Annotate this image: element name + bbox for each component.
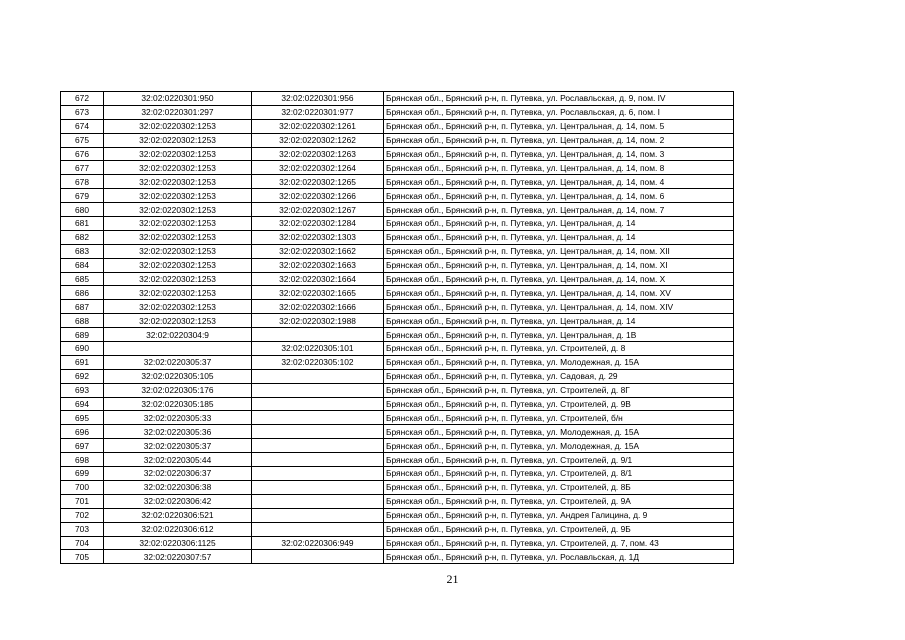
parcel-number-cell: 32:02:0220306:38 (104, 480, 252, 494)
table-row (61, 314, 734, 328)
parcel-number-cell: 32:02:0220305:176 (104, 383, 252, 397)
row-number-cell: 703 (61, 522, 104, 536)
address-cell: Брянская обл., Брянский р-н, п. Путевка, ул. Центральная, д. 14, пом. X (384, 272, 734, 286)
address-cell: Брянская обл., Брянский р-н, п. Путевка, ул. Молодежная, д. 15А (384, 425, 734, 439)
row-number-cell: 693 (61, 383, 104, 397)
row-number-cell: 682 (61, 230, 104, 244)
address-cell: Брянская обл., Брянский р-н, п. Путевка, ул. Центральная, д. 14, пом. XIV (384, 300, 734, 314)
object-number-cell (252, 411, 384, 425)
table-row (61, 369, 734, 383)
parcel-number-cell: 32:02:0220302:1253 (104, 286, 252, 300)
object-number-cell: 32:02:0220302:1265 (252, 175, 384, 189)
parcel-number-cell: 32:02:0220302:1253 (104, 272, 252, 286)
table-row (61, 119, 734, 133)
address-cell: Брянская обл., Брянский р-н, п. Путевка, ул. Центральная, д. 14, пом. 4 (384, 175, 734, 189)
object-number-cell: 32:02:0220301:977 (252, 105, 384, 119)
parcel-number-cell: 32:02:0220302:1253 (104, 133, 252, 147)
parcel-number-cell: 32:02:0220302:1253 (104, 244, 252, 258)
address-cell: Брянская обл., Брянский р-н, п. Путевка, ул. Рославльская, д. 1Д (384, 550, 734, 564)
table-row (61, 439, 734, 453)
parcel-number-cell: 32:02:0220302:1253 (104, 258, 252, 272)
address-cell: Брянская обл., Брянский р-н, п. Путевка, ул. Центральная, д. 14, пом. 2 (384, 133, 734, 147)
address-cell: Брянская обл., Брянский р-н, п. Путевка, ул. Центральная, д. 14 (384, 217, 734, 231)
table-row (61, 328, 734, 342)
object-number-cell: 32:02:0220305:102 (252, 355, 384, 369)
object-number-cell: 32:02:0220301:956 (252, 92, 384, 106)
address-cell: Брянская обл., Брянский р-н, п. Путевка, ул. Молодежная, д. 15А (384, 355, 734, 369)
parcel-number-cell: 32:02:0220306:1125 (104, 536, 252, 550)
parcel-number-cell: 32:02:0220305:185 (104, 397, 252, 411)
address-cell: Брянская обл., Брянский р-н, п. Путевка, ул. Центральная, д. 14, пом. 3 (384, 147, 734, 161)
parcel-number-cell: 32:02:0220305:36 (104, 425, 252, 439)
address-cell: Брянская обл., Брянский р-н, п. Путевка, ул. Центральная, д. 14 (384, 230, 734, 244)
table-row (61, 203, 734, 217)
object-number-cell (252, 439, 384, 453)
table-row (61, 105, 734, 119)
parcel-number-cell: 32:02:0220306:37 (104, 467, 252, 481)
row-number-cell: 681 (61, 217, 104, 231)
address-cell: Брянская обл., Брянский р-н, п. Путевка, ул. Строителей, д. 9/1 (384, 453, 734, 467)
table-row (61, 217, 734, 231)
object-number-cell: 32:02:0220302:1303 (252, 230, 384, 244)
object-number-cell: 32:02:0220302:1264 (252, 161, 384, 175)
parcel-number-cell: 32:02:0220307:57 (104, 550, 252, 564)
object-number-cell (252, 328, 384, 342)
object-number-cell (252, 383, 384, 397)
parcel-number-cell: 32:02:0220304:9 (104, 328, 252, 342)
row-number-cell: 686 (61, 286, 104, 300)
table-row (61, 175, 734, 189)
object-number-cell: 32:02:0220302:1266 (252, 189, 384, 203)
table-row (61, 300, 734, 314)
object-number-cell (252, 522, 384, 536)
row-number-cell: 678 (61, 175, 104, 189)
address-cell: Брянская обл., Брянский р-н, п. Путевка, ул. Рославльская, д. 6, пом. I (384, 105, 734, 119)
parcel-number-cell: 32:02:0220306:521 (104, 508, 252, 522)
table-row (61, 286, 734, 300)
parcel-number-cell: 32:02:0220305:33 (104, 411, 252, 425)
table-row (61, 161, 734, 175)
object-number-cell (252, 369, 384, 383)
table-row (61, 453, 734, 467)
row-number-cell: 701 (61, 494, 104, 508)
table-row (61, 244, 734, 258)
row-number-cell: 700 (61, 480, 104, 494)
address-cell: Брянская обл., Брянский р-н, п. Путевка, ул. Центральная, д. 14, пом. XII (384, 244, 734, 258)
row-number-cell: 699 (61, 467, 104, 481)
row-number-cell: 692 (61, 369, 104, 383)
table-row (61, 467, 734, 481)
table-body (61, 92, 734, 564)
parcel-number-cell: 32:02:0220302:1253 (104, 189, 252, 203)
object-number-cell (252, 397, 384, 411)
table-row (61, 508, 734, 522)
parcel-number-cell: 32:02:0220302:1253 (104, 217, 252, 231)
row-number-cell: 705 (61, 550, 104, 564)
table-row (61, 522, 734, 536)
table-row (61, 147, 734, 161)
row-number-cell: 694 (61, 397, 104, 411)
row-number-cell: 696 (61, 425, 104, 439)
parcel-number-cell: 32:02:0220302:1253 (104, 175, 252, 189)
row-number-cell: 704 (61, 536, 104, 550)
row-number-cell: 690 (61, 342, 104, 356)
table-row (61, 342, 734, 356)
address-cell: Брянская обл., Брянский р-н, п. Путевка, ул. Центральная, д. 14, пом. XV (384, 286, 734, 300)
row-number-cell: 687 (61, 300, 104, 314)
table-row (61, 355, 734, 369)
row-number-cell: 679 (61, 189, 104, 203)
table-row (61, 133, 734, 147)
parcel-number-cell: 32:02:0220302:1253 (104, 161, 252, 175)
address-cell: Брянская обл., Брянский р-н, п. Путевка, ул. Строителей, д. 8/1 (384, 467, 734, 481)
row-number-cell: 689 (61, 328, 104, 342)
address-cell: Брянская обл., Брянский р-н, п. Путевка, ул. Рославльская, д. 9, пом. IV (384, 92, 734, 106)
table-row (61, 230, 734, 244)
object-number-cell (252, 550, 384, 564)
row-number-cell: 685 (61, 272, 104, 286)
parcel-number-cell: 32:02:0220301:297 (104, 105, 252, 119)
table-row (61, 550, 734, 564)
table-row (61, 411, 734, 425)
address-cell: Брянская обл., Брянский р-н, п. Путевка, ул. Строителей, д. 8Б (384, 480, 734, 494)
row-number-cell: 677 (61, 161, 104, 175)
object-number-cell: 32:02:0220302:1988 (252, 314, 384, 328)
parcel-number-cell: 32:02:0220302:1253 (104, 119, 252, 133)
address-cell: Брянская обл., Брянский р-н, п. Путевка, ул. Центральная, д. 14 (384, 314, 734, 328)
row-number-cell: 702 (61, 508, 104, 522)
row-number-cell: 697 (61, 439, 104, 453)
object-number-cell: 32:02:0220305:101 (252, 342, 384, 356)
object-number-cell: 32:02:0220302:1666 (252, 300, 384, 314)
parcel-number-cell: 32:02:0220301:950 (104, 92, 252, 106)
parcel-number-cell (104, 342, 252, 356)
object-number-cell (252, 508, 384, 522)
table-row (61, 272, 734, 286)
address-cell: Брянская обл., Брянский р-н, п. Путевка, ул. Центральная, д. 14, пом. 5 (384, 119, 734, 133)
row-number-cell: 676 (61, 147, 104, 161)
address-cell: Брянская обл., Брянский р-н, п. Путевка, ул. Молодежная, д. 15А (384, 439, 734, 453)
object-number-cell (252, 453, 384, 467)
parcel-number-cell: 32:02:0220302:1253 (104, 230, 252, 244)
table-row (61, 480, 734, 494)
row-number-cell: 680 (61, 203, 104, 217)
object-number-cell (252, 494, 384, 508)
cadastral-table (60, 91, 734, 564)
table-row (61, 258, 734, 272)
object-number-cell: 32:02:0220302:1665 (252, 286, 384, 300)
parcel-number-cell: 32:02:0220306:42 (104, 494, 252, 508)
address-cell: Брянская обл., Брянский р-н, п. Путевка, ул. Строителей, д. 9А (384, 494, 734, 508)
page-number: 21 (446, 572, 459, 586)
object-number-cell (252, 467, 384, 481)
address-cell: Брянская обл., Брянский р-н, п. Путевка, ул. Строителей, д. 7, пом. 43 (384, 536, 734, 550)
row-number-cell: 673 (61, 105, 104, 119)
address-cell: Брянская обл., Брянский р-н, п. Путевка, ул. Центральная, д. 14, пом. 7 (384, 203, 734, 217)
object-number-cell: 32:02:0220302:1284 (252, 217, 384, 231)
object-number-cell (252, 425, 384, 439)
address-cell: Брянская обл., Брянский р-н, п. Путевка, ул. Центральная, д. 14, пом. 6 (384, 189, 734, 203)
row-number-cell: 672 (61, 92, 104, 106)
row-number-cell: 698 (61, 453, 104, 467)
row-number-cell: 683 (61, 244, 104, 258)
table-row (61, 397, 734, 411)
row-number-cell: 674 (61, 119, 104, 133)
row-number-cell: 695 (61, 411, 104, 425)
object-number-cell: 32:02:0220302:1663 (252, 258, 384, 272)
parcel-number-cell: 32:02:0220302:1253 (104, 147, 252, 161)
address-cell: Брянская обл., Брянский р-н, п. Путевка, ул. Садовая, д. 29 (384, 369, 734, 383)
table-row (61, 92, 734, 106)
parcel-number-cell: 32:02:0220306:612 (104, 522, 252, 536)
object-number-cell: 32:02:0220302:1664 (252, 272, 384, 286)
row-number-cell: 684 (61, 258, 104, 272)
parcel-number-cell: 32:02:0220302:1253 (104, 314, 252, 328)
address-cell: Брянская обл., Брянский р-н, п. Путевка, ул. Строителей, д. 9Б (384, 522, 734, 536)
parcel-number-cell: 32:02:0220302:1253 (104, 203, 252, 217)
address-cell: Брянская обл., Брянский р-н, п. Путевка, ул. Центральная, д. 14, пом. 8 (384, 161, 734, 175)
object-number-cell: 32:02:0220302:1263 (252, 147, 384, 161)
row-number-cell: 675 (61, 133, 104, 147)
row-number-cell: 688 (61, 314, 104, 328)
object-number-cell (252, 480, 384, 494)
object-number-cell: 32:02:0220306:949 (252, 536, 384, 550)
table-row (61, 425, 734, 439)
table-row (61, 494, 734, 508)
address-cell: Брянская обл., Брянский р-н, п. Путевка, ул. Строителей, б/н (384, 411, 734, 425)
address-cell: Брянская обл., Брянский р-н, п. Путевка, ул. Строителей, д. 9В (384, 397, 734, 411)
table-row (61, 189, 734, 203)
parcel-number-cell: 32:02:0220305:37 (104, 439, 252, 453)
address-cell: Брянская обл., Брянский р-н, п. Путевка, ул. Центральная, д. 1В (384, 328, 734, 342)
table-row (61, 383, 734, 397)
object-number-cell: 32:02:0220302:1261 (252, 119, 384, 133)
address-cell: Брянская обл., Брянский р-н, п. Путевка, ул. Строителей, д. 8 (384, 342, 734, 356)
parcel-number-cell: 32:02:0220302:1253 (104, 300, 252, 314)
parcel-number-cell: 32:02:0220305:105 (104, 369, 252, 383)
address-cell: Брянская обл., Брянский р-н, п. Путевка, ул. Центральная, д. 14, пом. XI (384, 258, 734, 272)
parcel-number-cell: 32:02:0220305:37 (104, 355, 252, 369)
parcel-number-cell: 32:02:0220305:44 (104, 453, 252, 467)
address-cell: Брянская обл., Брянский р-н, п. Путевка, ул. Строителей, д. 8Г (384, 383, 734, 397)
table-row (61, 536, 734, 550)
row-number-cell: 691 (61, 355, 104, 369)
address-cell: Брянская обл., Брянский р-н, п. Путевка, ул. Андрея Галицина, д. 9 (384, 508, 734, 522)
object-number-cell: 32:02:0220302:1662 (252, 244, 384, 258)
object-number-cell: 32:02:0220302:1262 (252, 133, 384, 147)
object-number-cell: 32:02:0220302:1267 (252, 203, 384, 217)
